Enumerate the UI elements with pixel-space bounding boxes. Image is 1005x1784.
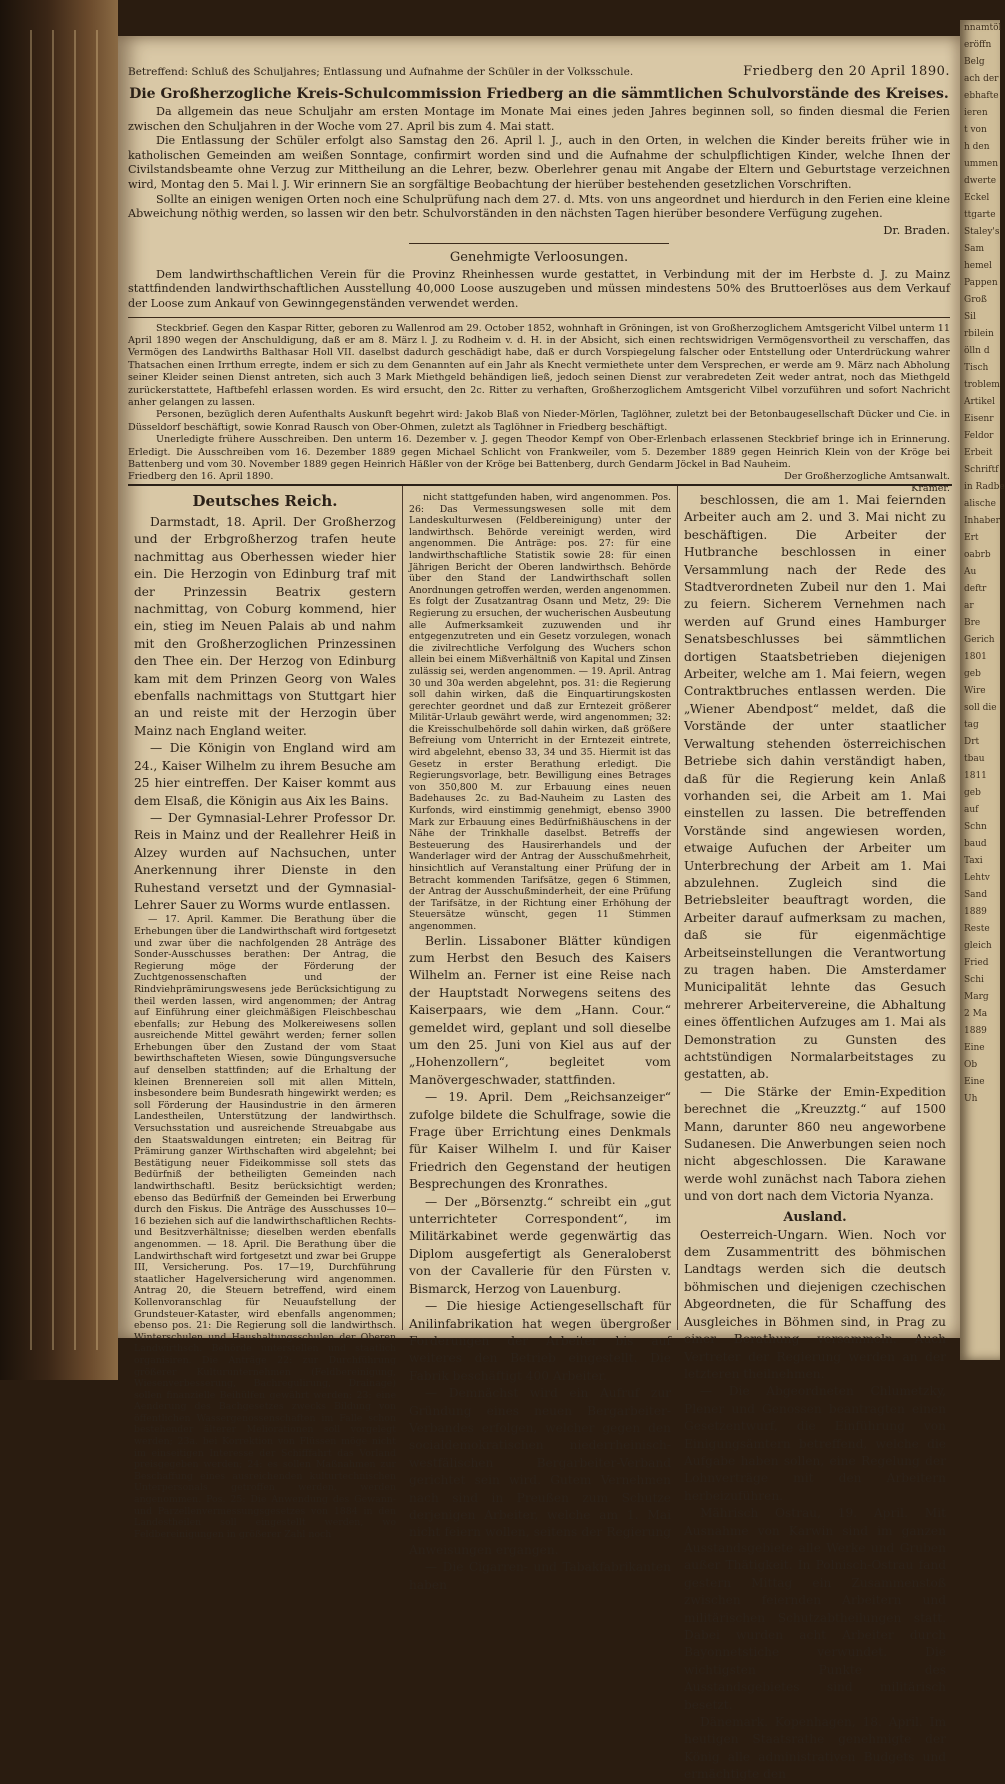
page-fragment: alische bbox=[964, 499, 996, 509]
page-fragment: oabrb bbox=[964, 550, 991, 560]
page-fragment: Schi bbox=[964, 975, 984, 985]
page-fragment: ebhafte bbox=[964, 91, 999, 101]
column-left bbox=[128, 486, 402, 1540]
page-fragment: Gerich bbox=[964, 635, 995, 645]
page-fragment: Schriftf bbox=[964, 465, 999, 475]
article-paragraph: Darmstadt, 18. April. Der Großherzog und der Erbgroßherzog trafen heute nachmittag aus Oberhessen wieder hier ein. Die Herzogin von Edinburg traf mit der Prinzessin Beatrix gestern nachmittag, von Coburg kommend, hier ein, stieg im Neuen Palais ab und nahm mit den Großherzoglichen Prinzessinen den Thee ein. Der Herzog von Edinburg kam mit dem Prinzen Georg von Wales ebenfalls nachmittags von Stuttgart hier an und reiste mit der Herzogin über Mainz nach England weiter. bbox=[134, 515, 396, 738]
page-fragment: Staley's bbox=[964, 227, 1000, 237]
page-fragment: Taxi bbox=[964, 856, 983, 866]
page-fragment: Erbeit bbox=[964, 448, 993, 458]
police-name: Krämer. bbox=[911, 483, 950, 495]
notice-signature: Dr. Braden. bbox=[883, 222, 950, 237]
page-fragment: Eine bbox=[964, 1077, 985, 1087]
page-fragment: Sam bbox=[964, 244, 985, 254]
page-fragment: Ert bbox=[964, 533, 979, 543]
page-fragment: Pappen bbox=[964, 278, 998, 288]
page-fragment: Lehtv bbox=[964, 873, 990, 883]
page-fragment: Au bbox=[964, 567, 977, 577]
page-fragment: 1889 bbox=[964, 1026, 987, 1036]
page-fragment: Groß bbox=[964, 295, 987, 305]
page-fragment: 1811 bbox=[964, 771, 987, 781]
page-fragment: Reste bbox=[964, 924, 990, 934]
page-fragment: rbilein bbox=[964, 329, 994, 339]
school-notice bbox=[128, 86, 950, 495]
page-fragment: Schn bbox=[964, 822, 987, 832]
adjacent-page-edge bbox=[960, 20, 1005, 1360]
book-spine bbox=[0, 0, 118, 1380]
notice-title: Die Großherzogliche Kreis-Schulcommission Friedberg an die sämmtlichen Schulvorstände des Kreises. bbox=[129, 86, 949, 102]
page-fragment: ieren bbox=[964, 108, 988, 118]
article-paragraph: — Die Abgeordneten Chlumetzky, Plener und Genossen beantragten einen Gesetzentwurf, die Einführung von Einigungsämtern betreffend, welche die Aufgabe haben sollen, eine Regelung der Lohnverträge mit den Arbeitern herbeizuführen. bbox=[684, 1384, 946, 1503]
page-fragment: Drt bbox=[964, 737, 980, 747]
page-fragment: nnamtöl bbox=[964, 23, 1002, 33]
article-paragraph: beschlossen, die am 1. Mai feiernden Arbeiter auch am 2. und 3. Mai nicht zu beschäftigen. Die Arbeiter der Hutbranche beschlossen in einer Versammlung nach der Rede des Stadtverordneten Zubeil nur den 1. Mai zu feiern. Sicherem Vernehmen nach werden auf Grund eines Hamburger Senatsbeschlusses bei sämmtlichen dortigen Staatsbetrieben diejenigen Arbeiter, welche am 1. Mai feiern, wegen Contraktbruches entlassen werden. Die „Wiener Abendpost“ meldet, daß die Vorstände der unter staatlicher Verwaltung stehenden österreichischen Betriebe sich dahin verständigt haben, daß für die Regierung kein Anlaß vorhanden sei, die Arbeit am 1. Mai einstellen zu lassen. Die betreffenden Vorstände sind angewiesen worden, etwaige Aufuchen der Arbeiter um Unterbrechung der Arbeit am 1. Mai abzulehnen. Zugleich sind die Betriebsleiter beauftragt worden, die Arbeiter darauf aufmerksam zu machen, daß sie für eigenmächtige Arbeitseinstellungen die Verantwortung zu tragen haben. Die Amsterdamer Municipalität lehnte das Gesuch mehrerer Arbeitervereine, die Abhaltung eines öffentlichen Aufzuges am 1. Mai als Demonstration zu Gunsten des achtstündigen Normalarbeitstages zu gestatten, ab. bbox=[684, 493, 946, 1082]
article-paragraph: Dänemark. Kopenhagen, 18. April. Im heutigen Staatsrathe genehmigte der König alle administrativen Budgets und ermächtigte den bbox=[684, 1715, 946, 1782]
page-fragment: auf bbox=[964, 805, 979, 815]
page-fragment: ar bbox=[964, 601, 974, 611]
page-fragment: gleich bbox=[964, 941, 992, 951]
page-fragment: Ob bbox=[964, 1060, 978, 1070]
page-fragment: hemel bbox=[964, 261, 992, 271]
page-fragment: Sil bbox=[964, 312, 976, 322]
article-paragraph: — Die Königin von England wird am 24., Kaiser Wilhelm zu ihrem Besuche am 25 hier eintreffen. Der Kaiser kommt aus dem Elsaß, die Königin aus Aix les Bains. bbox=[134, 741, 396, 808]
article-paragraph: — Die Stärke der Emin-Expedition berechnet die „Kreuzztg.“ auf 1500 Mann, darunter 860 neu angeworbene Sudanesen. Die Anwerbungen seien noch nicht abgeschlossen. Die Karawane werde wohl zunächst nach Tabora ziehen und von dort nach dem Victoria Nyanza. bbox=[684, 1084, 946, 1204]
column-middle bbox=[402, 486, 677, 1592]
article-paragraph: — Die Cigarren- und Tabakfabrikanten haben bbox=[409, 1560, 671, 1592]
header-date: Friedberg den 20 April 1890. bbox=[743, 64, 950, 79]
warrant-text: Steckbrief. Gegen den Kaspar Ritter, geboren zu Wallenrod am 29. October 1852, wohnhaft in Gröningen, ist von Großherzoglichem Amtsgericht Vilbel unterm 11 April 1890 wegen der Anschuldigung, daß er am 8. März l. J. zu Rodheim v. d. H. in der Absicht, sich einen rechtswidrigen Vermögensvortheil zu verschaffen, das Vermögen des Landwirths Balthasar Holl VII. daselbst dadurch geschädigt habe, daß er durch Vorspiegelung falscher oder Entstellung oder Unterdrückung wahrer Thatsachen einen Irrthum erregte, indem er sich zu dem Genannten auf ein Jahr als Knecht vermiethete unter dem Versprechen, er werde am 9. März nach Abholung seiner Kleider seinen Dienst antreten, sich auch 3 Mark Miethgeld behändigen ließ, jedoch seinen Dienst zur verabredeten Zeit weder antrat, noch das Miethgeld zurückerstattete, Haftbefehl erlassen worden. Es wird ersucht, den 2c. Ritter zu verhaften, Großherzoglichem Amtsgericht Vilbel vorzuführen und sofort Nachricht anher gelangen zu lassen. bbox=[128, 322, 950, 408]
page-fragment: Tisch bbox=[964, 363, 989, 373]
page-fragment: soll die bbox=[964, 703, 997, 713]
section-heading: Deutsches Reich. bbox=[192, 492, 338, 510]
page-fragment: Artikel bbox=[964, 397, 995, 407]
page-fragment: Belg bbox=[964, 57, 985, 67]
page-fragment: in Radbe bbox=[964, 482, 1005, 492]
page-fragment: t von bbox=[964, 125, 987, 135]
page-fragment: Sand bbox=[964, 890, 988, 900]
page-fragment: Feldor bbox=[964, 431, 994, 441]
page-fragment: geb bbox=[964, 788, 981, 798]
page-fragment: ummen bbox=[964, 159, 998, 169]
page-fragment: baud bbox=[964, 839, 987, 849]
divider bbox=[128, 317, 950, 318]
notice-paragraph: Da allgemein das neue Schuljahr am ersten Montage im Monate Mai eines jeden Jahres beginnen soll, so finden diesmal die Ferien zwischen den Schuljahren in der Woche vom 27. April bis zum 4. Mai statt. bbox=[128, 105, 950, 133]
article-paragraph: — 19. April. Dem „Reichsanzeiger“ zufolge bildete die Schulfrage, sowie die Frage über Errichtung eines Denkmals für Kaiser Wilhelm I. und für Kaiser Friedrich den Gegenstand der heutigen Besprechungen des Kronrathes. bbox=[409, 1090, 671, 1192]
page-fragment: Fried bbox=[964, 958, 989, 968]
page-fragment: ölln d bbox=[964, 346, 990, 356]
header bbox=[128, 64, 950, 82]
page-fragment: Eisenr bbox=[964, 414, 994, 424]
notice-paragraph: Sollte an einigen wenigen Orten noch eine Schulprüfung nach dem 27. d. Mts. von uns angeordnet und hierdurch in den Ferien eine kleine Abweichung nöthig werden, so lassen wir den betr. Schulvorständen in den nächsten Tagen hierüber besondere Verfügung zugehen. bbox=[128, 192, 950, 221]
page-fragment: Wire bbox=[964, 686, 986, 696]
page-fragment: Uh bbox=[964, 1094, 978, 1104]
page-fragment: geb bbox=[964, 669, 981, 679]
article-paragraph: — Der Gymnasial-Lehrer Professor Dr. Reis in Mainz und der Reallehrer Heiß in Alzey wurden auf Nachsuchen, unter Anerkennung ihrer Dienste in den Ruhestand versetzt und der Gymnasial-Lehrer Sauer zu Worms wurde entlassen. bbox=[134, 810, 396, 912]
article-paragraph: nicht stattgefunden haben, wird angenommen. Pos. 26: Das Vermessungswesen solle mit dem Landeskulturwesen (Feldbereinigung) unter der landwirthsch. Behörde vereinigt werden, wird angenommen. Die Anträge: pos. 27: für eine landwirthschaftliche Statistik sowie 28: für einen Jährigen Bericht der Oberen landwirthsch. Behörde über den Stand der Landwirthschaft sollen Anordnungen getroffen werden, werden angenommen. Es folgt der Zusatzantrag Osann und Metz, 29: Die Regierung zu ersuchen, der wucherischen Ausbeutung alle Aufmerksamkeit zuzuwenden und ihr entgegenzutreten und ein Gesetz vorzulegen, wonach die zivilrechtliche Verfolgung des Wuchers schon allein bei einem Mißverhältniß von Kapital und Zinsen zulässig sei, werden angenommen. — 19. April. Antrag 30 und 30a werden abgelehnt, pos. 31: die Regierung soll dahin wirken, daß die Einquartirungskosten gerechter geordnet und daß zur Erntezeit größerer Militär-Urlaub gewährt werde, wird angenommen; 32: die Kreisschulbehörde soll dahin wirken, daß größere Befreiung vom Unterricht in der Erntezeit eintrete, wird abgelehnt, ebenso 33, 34 und 35. Hiermit ist das Gesetz in erster Berathung erledigt. Die Regierungsvorlage, betr. Bewilligung eines Betrages von 350,800 M. zur Erbauung eines neuen Badehauses 2c. zu Bad-Nauheim zu Lasten des Kurfonds, wird einstimmig genehmigt, ebenso 3900 Mark zur Erbauung eines Bedürfnißhäuschens in der Nähe der Trinkhalle daselbst. Betreffs der Besteuerung des Hausirerhandels und der Wanderlager wird der Antrag der Ausschußmehrheit, hinsichtlich auf Veranstaltung einer Prüfung der in Betracht kommenden Tarifsätze, gegen 6 Stimmen, der Antrag der Ausschußminderheit, der eine Prüfung der Tarifsätze, in der Richtung einer Erhöhung der Steuersätze wünscht, gegen 11 Stimmen angenommen. bbox=[409, 492, 671, 932]
page-fragment: Eckel bbox=[964, 193, 990, 203]
newspaper-page bbox=[118, 36, 960, 1782]
page-fragment: 2 Ma bbox=[964, 1009, 988, 1019]
page-fragment: tag bbox=[964, 720, 979, 730]
notice-paragraph: Die Entlassung der Schüler erfolgt also Samstag den 26. April l. J., auch in den Orten, in welchen die Kinder bereits früher wie in katholischen Gemeinden am weißen Sonntage, confirmirt worden sind und die Aufnahme der schulpflichtigen Kinder, welche Ihnen der Civilstandsbeamte ohne Verzug zur Mittheilung an die Lehrer, bezw. Oberlehrer genau mit Angabe der Eltern und Geburtstage verzeichnen wird, Montag den 5. Mai l. J. Wir erinnern Sie an sorgfältige Beobachtung der hierüber bestehenden gesetzlichen Vorschriften. bbox=[128, 134, 950, 191]
page-fragment: Marg bbox=[964, 992, 989, 1002]
column-right bbox=[677, 486, 952, 1782]
police-place-date: Friedberg den 16. April 1890. bbox=[128, 471, 274, 483]
police-notices bbox=[128, 323, 950, 496]
page-fragment: 1889 bbox=[964, 907, 987, 917]
persons-sought: Personen, bezüglich deren Aufenthalts Auskunft begehrt wird: Jakob Blaß von Nieder-Mörlen, Taglöhner, zuletzt bei der Betonbaugesellschaft Dücker und Cie. in Düsseldorf beschäftigt, sowie Konrad Rausch von Ober-Ohmen, zuletzt als Taglöhner in Friedberg beschäftigt. bbox=[128, 409, 950, 433]
article-paragraph: — Demnächst wird ein Aufruf zur Gründung eines neuen Bergarbeiter-Verbandes erfolgen, welcher gegen den socialdemokratischen niederrheinisch-westfälischen Bergarbeiter-Verband gerichtet sein wird. Gutem Vernehmen nach sind in Preußen zum Schutze derjenigen Arbeiter, welche am 1. Mai nicht feiern wollen, seitens der Regierung Anweisungen ergangen. bbox=[409, 1386, 671, 1557]
article-paragraph: Oesterreich-Ungarn. Wien. Noch vor dem Zusammentritt des böhmischen Landtags werden sich die deutsch böhmischen und diejenigen czechischen Abgeordneten, die für Schaffung des Ausgleiches in Böhmen sind, in Prag zu einer Berathung versammeln. Auch Vertreter der Regierung werden an der letzteren theilnehmen. bbox=[684, 1227, 946, 1381]
article-paragraph: — Der „Börsenztg.“ schreibt ein „gut unterrichteter Correspondent“, im Militärkabinet werde gegenwärtig das Diplom ausgefertigt als Generaloberst von der Cavallerie für den Fürsten v. Bismarck, Herzog von Lauenburg. bbox=[409, 1194, 671, 1296]
page-fragment: deftr bbox=[964, 584, 987, 594]
article-paragraph: Mährisch Ostrau, 19. April. Mit Ausnahme von Karwin sind im ganzen Ausstandsgebiete alle Werke und Gruben außer Thätigkeit. In Polnisch-Ostrau fand gestern Mittag ein Zusammenstoß zwischen feiernden Arbeitern und militärischen Schutzabtheilungen statt. Dabei wurden acht Arbeiter durch Bayonnetstiche verwundet. Die wichtigsten Punkte des Ausstandsgebietes sind militärisch besetzt. bbox=[684, 1506, 946, 1712]
page-fragment: h den bbox=[964, 142, 990, 152]
settled-notices: Unerledigte frühere Ausschreiben. Den unterm 16. Dezember v. J. gegen Theodor Kempf von Ober-Erlenbach erlassenen Steckbrief bringe ich in Erinnerung. Erledigt. Die Ausschreiben vom 16. Dezember 1889 gegen Michael Schlicht von Frankweiler, vom 5. Dezember 1889 gegen Heinrich Klein von der Kröge bei Battenberg und vom 30. November 1889 gegen Heinrich Häßler von der Kröge bei Battenberg, durch Gendarm Jöckel in Bad Nauheim. bbox=[128, 434, 950, 470]
news-columns bbox=[128, 484, 952, 1782]
article-paragraph: — 17. April. Kammer. Die Berathung über die Erhebungen über die Landwirthschaft wird fortgesetzt und zwar über die nachfolgenden 28 Anträge des Sonder-Ausschusses berathen: Der Antrag, die Regierung möge der Förderung der Zuchtgenossenschaften und der Rindviehprämirungswesens jede Berücksichtigung zu theil werden lassen, wird angenommen; der Antrag auf Einführung einer gleichmäßigen Fleischbeschau ebenfalls; zur Hebung des Molkereiwesens sollen ausreichende Mittel gewährt werden; ferner sollen Erhebungen über den Zustand der vom Staat bewirthschafteten Wiesen, sowie Düngungsversuche auf denselben stattfinden; auf die Erhaltung der kleinen Brennereien soll mit allen Mitteln, insbesondere beim Bundesrath hingewirkt werden; es soll Förderung der Hausindustrie in den ärmeren Landestheilen, Unterstützung der landwirthsch. Versuchsstation und ausreichende Streuabgabe aus den Staatswaldungen eintreten; ein Beitrag für Prämirung ganzer Wirthschaften wird abgelehnt; bei Bestätigung neuer Fideikommisse soll stets das Bedürfniß der betheiligten Gemeinden nach landwirthschaftl. Besitz berücksichtigt werden; ebenso das Bedürfniß der Gemeinden bei Erwerbung durch den Fiskus. Die Anträge des Ausschusses 10—16 beziehen sich auf die landwirthschaftlichen Rechts- und Besitzverhältnisse; dieselben werden ebenfalls angenommen. — 18. April. Die Berathung über die Landwirthschaft wird fortgesetzt und zwar bei Gruppe III, Versicherung. Pos. 17—19, Durchführung staatlicher Hagelversicherung wird angenommen. Antrag 20, die Steuern betreffend, wird einem Kollenvoranschlag für Neuaufstellung der Grundsteuer-Kataster, wird ebenfalls angenommen; ebenso pos. 21: Die Regierung soll die landwirthsch. Winterschulen und Haushaltungsschulen der Oberen Landwirthsch. Behörde unterstellen und staatlich organisiren. Die Anträge 22: zur Durchführung größerer Kulturunternehmen (Feldbereinigung, Wiesenverbesserung, Bachregulirung, Drainage) sollen finanzielle Beihülfen gewährt werden; 23: eine Aenderung des Bachgesetzes zwecks Bildung von öffentlichen Wassergenossenschaften im Falle schon bestehender älterer Meliorationen soll vorgelegt werden; 23a. bei Korrektion von Flüssen möge nicht im einseitigen Interesse der Schifffahrt das Vorland preisgegeben werden; 24: es sollen Maßnahmen zur Beschaffung eines ausreichenden kulturtechnischen Unterpersonals getroffen werden, werden angenommen. Pos. 25: Die Anwendung des Gewann- und Parzellenvermessungsgesetzes von 1884 in den Landestheilen soll eingestellt werden, wo Feldbereinigungen in größerer Zahl noch bbox=[134, 914, 396, 1540]
page-fragment: Inhaber bbox=[964, 516, 1000, 526]
page-fragment: tbau bbox=[964, 754, 985, 764]
page-fragment: dwerte bbox=[964, 176, 997, 186]
police-authority: Der Großherzogliche Amtsanwalt. bbox=[784, 471, 950, 483]
article-paragraph: Berlin. Lissaboner Blätter kündigen zum Herbst den Besuch des Kaisers Wilhelm an. Ferner ist eine Reise nach der Hauptstadt Norwegens seitens des Kaiserpaars, wie dem „Hann. Cour.“ gemeldet wird, geplant und soll dieselbe um den 25. Juni von Kiel aus auf der „Hohenzollern“, begleitet vom Manövergeschwader, stattfinden. bbox=[409, 933, 671, 1087]
page-fragment: ach der bbox=[964, 74, 999, 84]
subject-line: Betreffend: Schluß des Schuljahres; Entlassung und Aufnahme der Schüler in der Volksschule. bbox=[128, 66, 634, 78]
page-fragment: Bre bbox=[964, 618, 981, 628]
section-heading: Ausland. bbox=[783, 1209, 847, 1225]
lottery-text: Dem landwirthschaftlichen Verein für die Provinz Rheinhessen wurde gestattet, in Verbindung mit der im Herbste d. J. zu Mainz stattfindenden landwirthschaftlichen Ausstellung 40,000 Loose auszugeben und müssen mindestens 50% des Bruttoerlöses aus dem Verkauf der Loose zum Ankauf von Gewinngegenständen verwendet werden. bbox=[128, 267, 950, 310]
lottery-title: Genehmigte Verloosungen. bbox=[449, 249, 629, 265]
page-fragment: ttgarte bbox=[964, 210, 996, 220]
article-paragraph: — Die hiesige Actiengesellschaft für Anilinfabrikation hat wegen übergroßer Forderungen der Arbeiter bis auf weiteres den Betrieb eingestellt. Die Fabrik beschäftigt 400 Arbeiter. bbox=[409, 1299, 671, 1383]
page-fragment: Eine bbox=[964, 1043, 985, 1053]
divider bbox=[409, 243, 669, 244]
page-fragment: 1801 bbox=[964, 652, 987, 662]
page-fragment: eröffn bbox=[964, 40, 992, 50]
page-fragment: troblem bbox=[964, 380, 1000, 390]
